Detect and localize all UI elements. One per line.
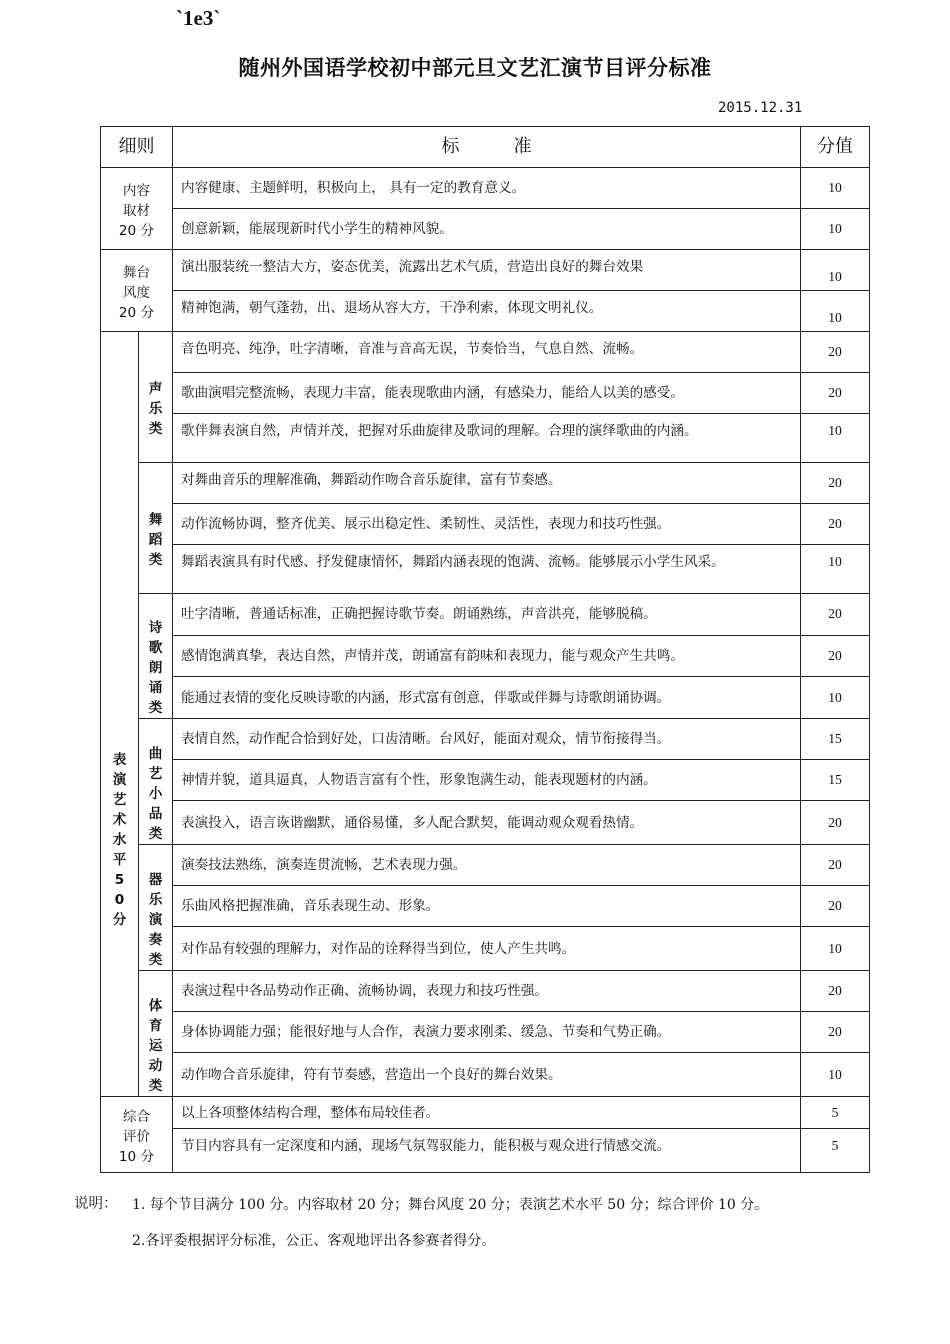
score-cell: 10 <box>801 414 870 463</box>
standard-cell: 节目内容具有一定深度和内涵，现场气氛驾驭能力，能积极与观众进行情感交流。 <box>173 1129 801 1173</box>
subcategory-instrumental: 器乐演奏类 <box>139 845 173 971</box>
standard-cell: 演奏技法熟练，演奏连贯流畅，艺术表现力强。 <box>173 845 801 886</box>
table-row <box>101 927 870 971</box>
scoring-table <box>100 126 870 1173</box>
subcategory-vocal: 声乐类 <box>139 332 173 463</box>
table-row <box>101 677 870 719</box>
col-header-detail: 细则 <box>101 127 173 168</box>
score-cell: 20 <box>801 886 870 927</box>
table-row <box>101 545 870 594</box>
standard-cell: 以上各项整体结构合理，整体布局较佳者。 <box>173 1097 801 1129</box>
table-row <box>101 760 870 801</box>
category-content: 内容 取材 20 分 <box>101 168 173 250</box>
document-date: 2015.12.31 <box>718 100 803 116</box>
table-row <box>101 719 870 760</box>
score-cell: 10 <box>801 927 870 971</box>
standard-cell: 创意新颖，能展现新时代小学生的精神风貌。 <box>173 209 801 250</box>
table-row <box>101 373 870 414</box>
table-row <box>101 845 870 886</box>
score-cell: 10 <box>801 677 870 719</box>
score-cell: 20 <box>801 463 870 504</box>
col-header-score: 分值 <box>801 127 870 168</box>
table-row <box>101 504 870 545</box>
score-cell: 15 <box>801 719 870 760</box>
score-cell: 20 <box>801 1012 870 1053</box>
subcategory-comedy: 曲艺小品类 <box>139 719 173 845</box>
table-row <box>101 250 870 291</box>
table-row <box>101 1097 870 1129</box>
score-cell: 15 <box>801 760 870 801</box>
table-row <box>101 291 870 332</box>
score-cell: 10 <box>801 168 870 209</box>
standard-cell: 表情自然，动作配合恰到好处，口齿清晰。台风好，能面对观众，情节衔接得当。 <box>173 719 801 760</box>
table-header-row <box>101 127 870 168</box>
score-cell: 10 <box>801 291 870 332</box>
category-stage: 舞台 风度 20 分 <box>101 250 173 332</box>
category-performance: 表演艺术水平50分 <box>101 332 139 1097</box>
standard-cell: 精神饱满，朝气蓬勃，出、退场从容大方，干净利索，体现文明礼仪。 <box>173 291 801 332</box>
subcategory-sports: 体育运动类 <box>139 971 173 1097</box>
table-row <box>101 209 870 250</box>
table-row <box>101 332 870 373</box>
score-cell: 5 <box>801 1097 870 1129</box>
standard-cell: 神情并貌，道具逼真，人物语言富有个性，形象饱满生动，能表现题材的内涵。 <box>173 760 801 801</box>
standard-cell: 表演投入，语言诙谐幽默，通俗易懂，多人配合默契，能调动观众观看热情。 <box>173 801 801 845</box>
table-row <box>101 1012 870 1053</box>
note-line-2: 2.各评委根据评分标准，公正、客观地评出各参赛者得分。 <box>132 1233 496 1249</box>
standard-cell: 对作品有较强的理解力，对作品的诠释得当到位，使人产生共鸣。 <box>173 927 801 971</box>
standard-cell: 内容健康、主题鲜明，积极向上， 具有一定的教育意义。 <box>173 168 801 209</box>
subcategory-poetry: 诗歌朗诵类 <box>139 594 173 719</box>
table-row <box>101 168 870 209</box>
score-cell: 20 <box>801 332 870 373</box>
category-overall: 综合 评价 10 分 <box>101 1097 173 1173</box>
score-cell: 10 <box>801 1053 870 1097</box>
table-row <box>101 635 870 677</box>
score-cell: 20 <box>801 504 870 545</box>
note-line-1: 1. 每个节目满分 100 分。内容取材 20 分；舞台风度 20 分；表演艺术水平 50 分；综合评价 10 分。 <box>132 1197 769 1213</box>
page-title: 随州外国语学校初中部元旦文艺汇演节目评分标准 <box>238 56 712 80</box>
table-row <box>101 414 870 463</box>
table-row <box>101 1129 870 1173</box>
table-row <box>101 886 870 927</box>
score-cell: 10 <box>801 209 870 250</box>
score-cell: 20 <box>801 594 870 636</box>
standard-cell: 吐字清晰，普通话标准，正确把握诗歌节奏。朗诵熟练，声音洪亮，能够脱稿。 <box>173 594 801 636</box>
standard-cell: 感情饱满真挚，表达自然，声情并茂，朗诵富有韵味和表现力，能与观众产生共鸣。 <box>173 635 801 677</box>
standard-cell: 舞蹈表演具有时代感、抒发健康情怀，舞蹈内涵表现的饱满、流畅。能够展示小学生风采。 <box>173 545 801 594</box>
standard-cell: 歌伴舞表演自然，声情并茂，把握对乐曲旋律及歌词的理解。合理的演绎歌曲的内涵。 <box>173 414 801 463</box>
score-cell: 20 <box>801 801 870 845</box>
score-cell: 5 <box>801 1129 870 1173</box>
standard-cell: 动作吻合音乐旋律，符有节奏感，营造出一个良好的舞台效果。 <box>173 1053 801 1097</box>
standard-cell: 演出服装统一整洁大方，姿态优美，流露出艺术气质，营造出良好的舞台效果 <box>173 250 801 291</box>
standard-cell: 身体协调能力强；能很好地与人合作，表演力要求刚柔、缓急、节奏和气势正确。 <box>173 1012 801 1053</box>
score-cell: 20 <box>801 373 870 414</box>
subcategory-dance: 舞蹈类 <box>139 463 173 594</box>
table-row <box>101 463 870 504</box>
score-cell: 10 <box>801 250 870 291</box>
score-cell: 20 <box>801 635 870 677</box>
document-code: `1e3` <box>176 6 221 30</box>
table-row <box>101 971 870 1012</box>
standard-cell: 表演过程中各品势动作正确、流畅协调，表现力和技巧性强。 <box>173 971 801 1012</box>
table-row <box>101 594 870 636</box>
score-cell: 10 <box>801 545 870 594</box>
standard-cell: 乐曲风格把握准确，音乐表现生动、形象。 <box>173 886 801 927</box>
standard-cell: 对舞曲音乐的理解准确，舞蹈动作吻合音乐旋律，富有节奏感。 <box>173 463 801 504</box>
score-cell: 20 <box>801 971 870 1012</box>
standard-cell: 动作流畅协调，整齐优美、展示出稳定性、柔韧性、灵活性，表现力和技巧性强。 <box>173 504 801 545</box>
standard-cell: 歌曲演唱完整流畅，表现力丰富，能表现歌曲内涵，有感染力，能给人以美的感受。 <box>173 373 801 414</box>
col-header-standard: 标 准 <box>173 127 801 168</box>
score-cell: 20 <box>801 845 870 886</box>
standard-cell: 能通过表情的变化反映诗歌的内涵，形式富有创意，伴歌或伴舞与诗歌朗诵协调。 <box>173 677 801 719</box>
standard-cell: 音色明亮、纯净，吐字清晰，音准与音高无误，节奏恰当，气息自然、流畅。 <box>173 332 801 373</box>
table-row <box>101 801 870 845</box>
table-row <box>101 1053 870 1097</box>
notes-label: 说明： <box>74 1196 118 1212</box>
